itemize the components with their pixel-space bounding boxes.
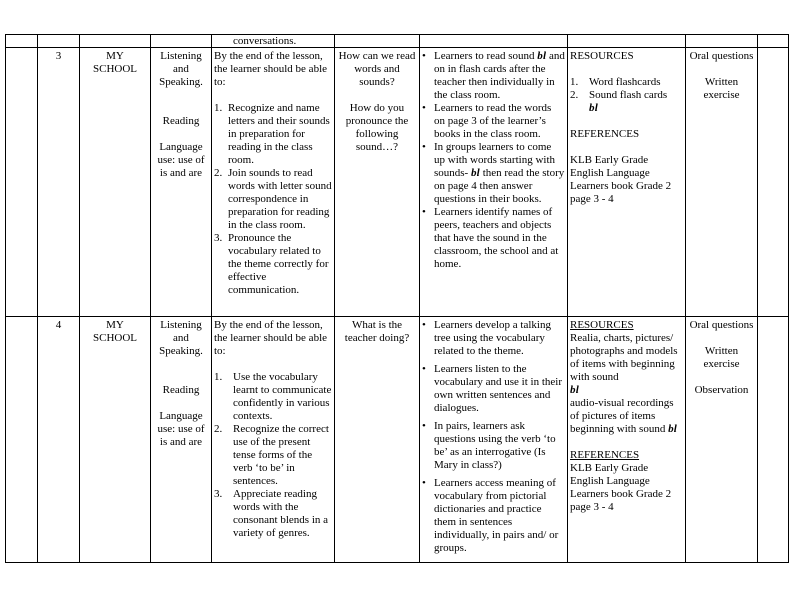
bullet-icon: • xyxy=(422,102,426,114)
cell-assessment-blank-top xyxy=(686,35,758,48)
cell-theme xyxy=(80,317,151,563)
cell-inquiry-blank-top xyxy=(335,35,420,48)
skill-reading: Reading xyxy=(162,115,200,127)
cell-lesson-number xyxy=(38,317,80,563)
experience-item xyxy=(422,477,565,555)
assessment-item: Observation xyxy=(694,384,749,396)
assessment-item: Oral questions xyxy=(689,319,754,331)
assessment-item: Oral questions xyxy=(689,50,754,62)
skill-reading: Reading xyxy=(162,384,200,396)
bullet-icon: • xyxy=(422,420,426,432)
references-text: KLB Early Grade English Language Learners book Grade 2 page 3 - 4 xyxy=(570,462,672,513)
objective-text: Recognize and name letters and their sounds in preparation for reading in the class room. xyxy=(228,102,330,166)
objective-text: Appreciate reading words with the consonant blends in a variety of genres. xyxy=(233,488,329,539)
cell-week-blank xyxy=(6,48,38,317)
references-text: KLB Early Grade English Language Learners book Grade 2 page 3 - 4 xyxy=(570,154,672,205)
experience-item xyxy=(422,420,565,472)
cell-theme xyxy=(80,48,151,317)
lesson-number: 3 xyxy=(55,50,62,62)
experience-text: Learners access meaning of vocabulary from pictorial dictionaries and practice them in sentences individually, in pairs and/ or groups. xyxy=(434,477,559,554)
resources-heading: RESOURCES xyxy=(570,319,634,331)
objective-number: 2. xyxy=(214,423,223,435)
scheme-of-work-table xyxy=(5,34,789,563)
objective-number: 3. xyxy=(214,232,223,244)
theme-text: MY SCHOOL xyxy=(92,319,137,344)
cell-lesson-blank-top xyxy=(38,35,80,48)
cell-experiences xyxy=(420,317,568,563)
cell-resources xyxy=(568,48,686,317)
objective-text: Pronounce the vocabulary related to the theme correctly for effective communication. xyxy=(228,232,329,296)
experience-item xyxy=(422,50,565,102)
cell-skills-blank-top xyxy=(151,35,212,48)
experience-text: Learners listen to the vocabulary and use it in their own written sentences and dialogues. xyxy=(434,363,562,414)
resource-item xyxy=(570,76,683,89)
objective-text: Join sounds to read words with letter sound correspondence in preparation for reading in the class room. xyxy=(228,167,332,231)
experience-text: Learners to read sound bl and on in flash cards after the teacher then individually in the class room. xyxy=(434,50,565,101)
experience-text: Learners to read the words on page 3 of the learner’s books in the class room. xyxy=(434,102,552,140)
objective-item xyxy=(214,423,332,488)
resource-number: 2. xyxy=(570,89,579,101)
cell-remarks-blank-top xyxy=(758,35,789,48)
cell-objectives xyxy=(212,48,335,317)
objective-item xyxy=(214,102,332,167)
skill-listening-speaking: Listening and Speaking. xyxy=(159,50,203,88)
skill-language-use: Language use: use of is and are xyxy=(157,410,205,448)
cell-week-blank xyxy=(6,317,38,563)
resources-paragraph: Realia, charts, pictures/ photographs and models of items with beginning with sound bl xyxy=(570,332,683,397)
cell-resources-blank-top xyxy=(568,35,686,48)
bullet-icon: • xyxy=(422,50,426,62)
inquiry-question-1: How can we read words and sounds? xyxy=(338,50,416,88)
experience-item xyxy=(422,319,565,358)
experience-text: Learners identify names of peers, teachers and objects that have the sound in the classroom, the school and at home. xyxy=(434,206,559,270)
sound-token: bl xyxy=(537,50,547,62)
bullet-icon: • xyxy=(422,477,426,489)
cell-lesson-number xyxy=(38,48,80,317)
bullet-icon: • xyxy=(422,363,426,375)
cell-assessment xyxy=(686,48,758,317)
objective-item xyxy=(214,167,332,232)
experience-text: Learners develop a talking tree using the vocabulary related to the theme. xyxy=(434,319,551,357)
objective-item xyxy=(214,371,332,423)
cell-week-blank-top xyxy=(6,35,38,48)
bullet-icon: • xyxy=(422,141,426,153)
resource-item xyxy=(570,89,683,115)
assessment-item: Written exercise xyxy=(703,76,740,101)
resources-heading: RESOURCES xyxy=(570,50,634,62)
references-heading: REFERENCES xyxy=(570,128,640,140)
objectives-intro: By the end of the lesson, the learner should be able to: xyxy=(214,319,328,357)
experience-text: In pairs, learners ask questions using the verb ‘to be’ as an interrogative (Is Mary in class?) xyxy=(434,420,556,471)
resources-paragraph: audio-visual recordings of pictures of items beginning with sound bl xyxy=(570,397,678,435)
objectives-intro: By the end of the lesson, the learner should be able to: xyxy=(214,50,328,88)
objective-item xyxy=(214,232,332,297)
cell-inquiry xyxy=(335,317,420,563)
objective-number: 3. xyxy=(214,488,223,500)
experience-item xyxy=(422,206,565,271)
skill-listening-speaking: Listening and Speaking. xyxy=(159,319,203,357)
cell-skills xyxy=(151,317,212,563)
theme-text: MY SCHOOL xyxy=(92,50,137,75)
continuation-text: conversations. xyxy=(212,35,335,48)
inquiry-question-2: How do you pronounce the following sound…? xyxy=(345,102,409,153)
sound-token: bl xyxy=(570,384,579,396)
bullet-icon: • xyxy=(422,206,426,218)
experience-text: In groups learners to come up with words starting with sounds- bl then read the story on page 4 then answer questions in their books. xyxy=(434,141,565,205)
cell-inquiry xyxy=(335,48,420,317)
cell-experiences-blank-top xyxy=(420,35,568,48)
resource-text: Word flashcards xyxy=(589,76,661,88)
bullet-icon: • xyxy=(422,319,426,331)
objective-number: 1. xyxy=(214,371,223,383)
experience-item xyxy=(422,141,565,206)
sound-token: bl xyxy=(668,423,678,435)
objective-text: Use the vocabulary learnt to communicate confidently in various contexts. xyxy=(233,371,332,422)
objective-item xyxy=(214,488,332,540)
sound-token: bl xyxy=(589,102,598,114)
cell-resources xyxy=(568,317,686,563)
experience-item xyxy=(422,102,565,141)
cell-experiences xyxy=(420,48,568,317)
lesson-number: 4 xyxy=(55,319,62,331)
cell-remarks-blank xyxy=(758,317,789,563)
resource-number: 1. xyxy=(570,76,579,88)
cell-objectives xyxy=(212,317,335,563)
assessment-item: Written exercise xyxy=(703,345,740,370)
objective-text: Recognize the correct use of the present tense forms of the verb ‘to be’ in sentences. xyxy=(233,423,329,487)
cell-theme-blank-top xyxy=(80,35,151,48)
objective-number: 2. xyxy=(214,167,223,179)
cell-remarks-blank xyxy=(758,48,789,317)
cell-assessment xyxy=(686,317,758,563)
references-heading: REFERENCES xyxy=(570,449,640,461)
resource-text: Sound flash cards bl xyxy=(589,89,668,114)
cell-skills xyxy=(151,48,212,317)
skill-language-use: Language use: use of is and are xyxy=(157,141,205,179)
experience-item xyxy=(422,363,565,415)
objective-number: 1. xyxy=(214,102,223,114)
inquiry-question-1: What is the teacher doing? xyxy=(344,319,410,344)
sound-token: bl xyxy=(470,167,480,179)
